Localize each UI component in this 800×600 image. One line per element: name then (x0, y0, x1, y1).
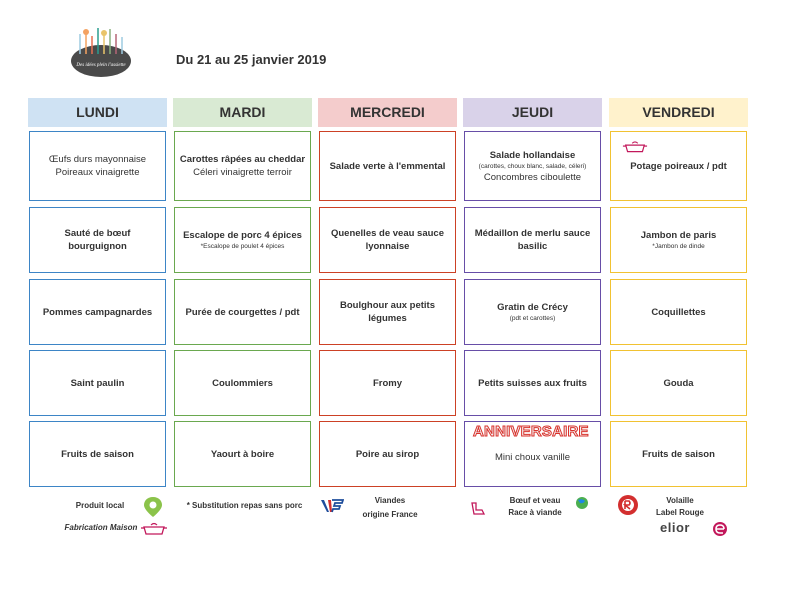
meal-main: Escalope de porc 4 épices (183, 230, 302, 241)
globe-icon (575, 496, 589, 510)
day-header-mercredi: MERCREDI (318, 98, 457, 127)
meal-main: Pommes campagnardes (42, 306, 153, 318)
day-header-mardi: MARDI (173, 98, 312, 127)
meal-cell (610, 421, 747, 487)
meal-cell (319, 350, 456, 416)
meal-cell (174, 131, 311, 201)
meal-sub: Céleri vinaigrette terroir (193, 167, 292, 178)
meal-main: Médaillon de merlu sauce basilic (474, 228, 591, 252)
logo-text: Des idées plein l'assiette (76, 63, 126, 68)
meal-cell (29, 131, 166, 201)
elior-logo-icon (712, 521, 728, 537)
meal-cell (319, 279, 456, 345)
meal-main: Petits suisses aux fruits (478, 377, 587, 389)
legend-boeuf-line2: Race à viande (508, 508, 562, 517)
meal-note: *Jambon de dinde (652, 243, 705, 250)
meal-cell (610, 207, 747, 273)
legend-substitution: * Substitution repas sans porc (186, 501, 303, 510)
date-range: Du 21 au 25 janvier 2019 (176, 52, 327, 67)
meal-main: Fruits de saison (642, 448, 715, 460)
legend-volaille (650, 495, 710, 519)
meal-cell (174, 279, 311, 345)
boeuf-icon (470, 500, 486, 516)
meal-cell (319, 131, 456, 201)
legend-volaille-line2: Label Rouge (655, 508, 704, 517)
meal-main: Sauté de bœuf bourguignon (64, 228, 131, 252)
meal-main: Mini choux vanille (495, 451, 570, 463)
legend-fabrication: Fabrication Maison (64, 523, 138, 532)
meal-cell (174, 421, 311, 487)
meal-main: Saint paulin (70, 377, 125, 389)
meal-main: Poire au sirop (355, 448, 420, 460)
meal-main: Fruits de saison (61, 448, 134, 460)
meal-cell (464, 279, 601, 345)
meal-main: Salade verte à l'emmental (329, 160, 446, 172)
legend-boeuf-line1: Bœuf et veau (509, 496, 561, 505)
day-header-lundi: LUNDI (28, 98, 167, 127)
pin-icon (143, 496, 163, 518)
meal-main: Coulommiers (212, 377, 273, 389)
day-header-vendredi: VENDREDI (609, 98, 748, 127)
legend-volaille-line1: Volaille (666, 496, 694, 505)
meal-main: Jambon de paris (640, 230, 717, 241)
anniversaire-banner: ANNIVERSAIRE (473, 423, 589, 440)
legend-viandes-line2: origine France (362, 510, 418, 519)
meal-cell (29, 421, 166, 487)
label-rouge-icon (614, 494, 644, 516)
meal-main: Potage poireaux / pdt (630, 160, 727, 172)
meal-cell (464, 350, 601, 416)
meal-sub: Poireaux vinaigrette (55, 167, 140, 178)
meal-cell (29, 350, 166, 416)
meal-cell (319, 421, 456, 487)
pot-icon (622, 140, 648, 154)
meal-note: *Escalope de poulet 4 épices (200, 243, 285, 250)
pot-icon (140, 522, 168, 536)
meal-cell (174, 350, 311, 416)
meal-main: Œufs durs mayonnaise (48, 154, 147, 165)
logo (70, 28, 132, 78)
meal-main: Gratin de Crécy (497, 302, 568, 313)
brand-text: elior (660, 520, 690, 535)
meal-main: Carottes râpées au cheddar (179, 154, 306, 165)
meal-main: Yaourt à boire (210, 448, 275, 460)
meal-cell (29, 207, 166, 273)
meal-detail: (carottes, choux blanc, salade, céleri) (478, 162, 587, 170)
meal-main: Purée de courgettes / pdt (185, 306, 300, 318)
legend-viandes (355, 495, 425, 521)
meal-main: Quenelles de veau sauce lyonnaise (330, 228, 444, 252)
meal-main: Salade hollandaise (489, 149, 576, 161)
meal-cell (464, 131, 601, 201)
meal-sub: Concombres ciboulette (483, 171, 582, 183)
meal-main: Coquillettes (651, 306, 706, 318)
meal-cell (319, 207, 456, 273)
meal-note: (pdt et carottes) (509, 315, 556, 322)
day-header-jeudi: JEUDI (463, 98, 602, 127)
legend-produit-local: Produit local (75, 501, 125, 510)
viandes-france-icon (320, 498, 344, 514)
meal-cell (610, 279, 747, 345)
meal-cell (29, 279, 166, 345)
meal-main: Fromy (372, 377, 403, 389)
meal-cell (464, 207, 601, 273)
brand-elior (660, 520, 690, 535)
legend-boeuf (500, 495, 570, 519)
legend-viandes-line1: Viandes (374, 496, 406, 505)
meal-cell (174, 207, 311, 273)
meal-main: Boulghour aux petits légumes (340, 300, 435, 324)
meal-cell (610, 350, 747, 416)
meal-cell (464, 421, 601, 487)
meal-main: Gouda (663, 377, 694, 389)
